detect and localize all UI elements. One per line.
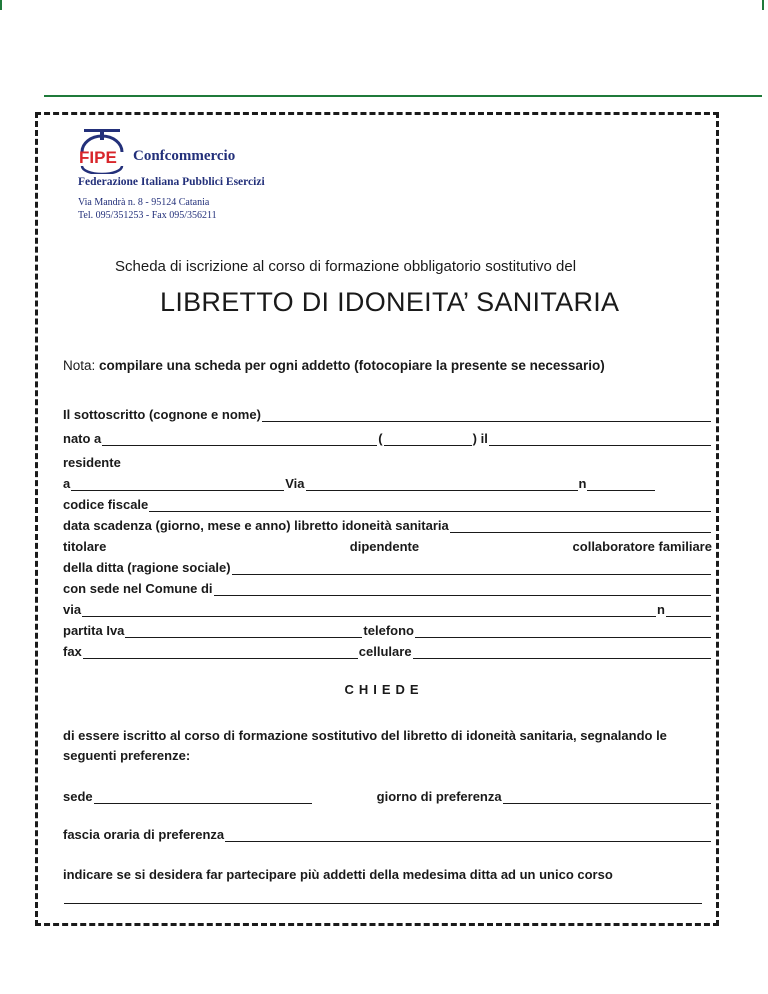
option-collaboratore[interactable]: collaboratore familiare [572, 539, 712, 554]
indicare-label: indicare se si desidera far partecipare più addetti della medesima ditta ad un unico corso [63, 867, 613, 882]
sede-label: sede [63, 789, 93, 804]
row-residente [63, 452, 712, 470]
cellulare-label: cellulare [358, 644, 412, 659]
residente-label: residente [63, 455, 121, 470]
federation-name: Federazione Italiana Pubblici Esercizi [78, 176, 265, 188]
phone-line: Tel. 095/351253 - Fax 095/356211 [78, 210, 217, 221]
via-ditta-label: via [63, 602, 82, 617]
sede-comune-label: con sede nel Comune di [63, 581, 213, 596]
crop-mark-right [762, 0, 764, 10]
address-line: Via Mandrà n. 8 - 95124 Catania [78, 197, 210, 208]
indicare-field[interactable] [64, 889, 702, 904]
contact-block [78, 196, 217, 222]
fascia-label: fascia oraria di preferenza [63, 827, 225, 842]
via-ditta-field[interactable] [82, 602, 656, 617]
fascia-field[interactable] [225, 827, 711, 842]
form-title: LIBRETTO DI IDONEITA’ SANITARIA [160, 287, 620, 317]
row-fascia [63, 824, 712, 842]
crop-mark-left [0, 0, 2, 10]
sede-field[interactable] [94, 789, 312, 804]
partita-iva-field[interactable] [125, 623, 362, 638]
data-nascita-field[interactable] [489, 431, 711, 446]
fipe-logo-icon [78, 128, 126, 174]
form-subtitle: Scheda di iscrizione al corso di formazione obbligatorio sostitutivo del [115, 258, 577, 275]
il-label: ) il [472, 431, 488, 446]
fax-label: fax [63, 644, 82, 659]
provincia-field[interactable] [384, 431, 472, 446]
row-indicare-answer [63, 886, 703, 904]
residenza-citta-field[interactable] [71, 476, 284, 491]
chiede-heading: CHIEDE [344, 682, 424, 697]
row-fax [63, 641, 712, 659]
note-label: Nota: [63, 358, 96, 373]
telefono-field[interactable] [415, 623, 711, 638]
ditta-field[interactable] [232, 560, 711, 575]
a-label: a [63, 476, 71, 491]
brand-name: Confcommercio [133, 148, 236, 164]
option-dipendente[interactable]: dipendente [349, 539, 420, 554]
request-text: di essere iscritto al corso di formazione sostitutivo del libretto di idoneità sanitaria, segnalando le seguenti preferenze: [63, 728, 667, 763]
note [63, 358, 605, 373]
residenza-numero-field[interactable] [587, 476, 655, 491]
data-scadenza-label: data scadenza (giorno, mese e anno) libretto idoneità sanitaria [63, 518, 449, 533]
note-text: compilare una scheda per ogni addetto (fotocopiare la presente se necessario) [99, 358, 605, 373]
row-partita-iva [63, 620, 712, 638]
codice-fiscale-field[interactable] [149, 497, 711, 512]
n-ditta-label: n [657, 602, 665, 617]
residenza-via-field[interactable] [306, 476, 578, 491]
row-via-ditta [63, 599, 712, 617]
row-sede-giorno [63, 786, 712, 804]
giorno-label: giorno di preferenza [376, 789, 502, 804]
row-sede-comune [63, 578, 712, 596]
fax-field[interactable] [83, 644, 358, 659]
row-sottoscritto [63, 404, 712, 422]
paren-open: ( [378, 431, 383, 446]
data-scadenza-field[interactable] [450, 518, 711, 533]
row-nato [63, 428, 712, 446]
row-data-scadenza [63, 515, 712, 533]
row-residenza [63, 473, 712, 491]
sottoscritto-label: Il sottoscritto (cognone e nome) [63, 407, 261, 422]
codice-fiscale-label: codice fiscale [63, 497, 149, 512]
row-codice-fiscale [63, 494, 712, 512]
nato-a-field[interactable] [102, 431, 377, 446]
cellulare-field[interactable] [413, 644, 711, 659]
top-rule [44, 95, 762, 97]
giorno-field[interactable] [503, 789, 711, 804]
option-titolare[interactable]: titolare [63, 539, 107, 554]
n-label: n [578, 476, 587, 491]
row-ditta [63, 557, 712, 575]
row-indicare [63, 864, 712, 882]
sottoscritto-field[interactable] [262, 407, 711, 422]
partita-iva-label: partita Iva [63, 623, 125, 638]
row-ruolo [63, 536, 712, 554]
logo-mark-text: FIPE [79, 148, 117, 167]
sede-comune-field[interactable] [214, 581, 711, 596]
ditta-label: della ditta (ragione sociale) [63, 560, 231, 575]
telefono-label: telefono [363, 623, 414, 638]
via-label: Via [285, 476, 305, 491]
nato-label: nato a [63, 431, 102, 446]
fipe-logo [78, 128, 338, 228]
numero-ditta-field[interactable] [666, 602, 711, 617]
